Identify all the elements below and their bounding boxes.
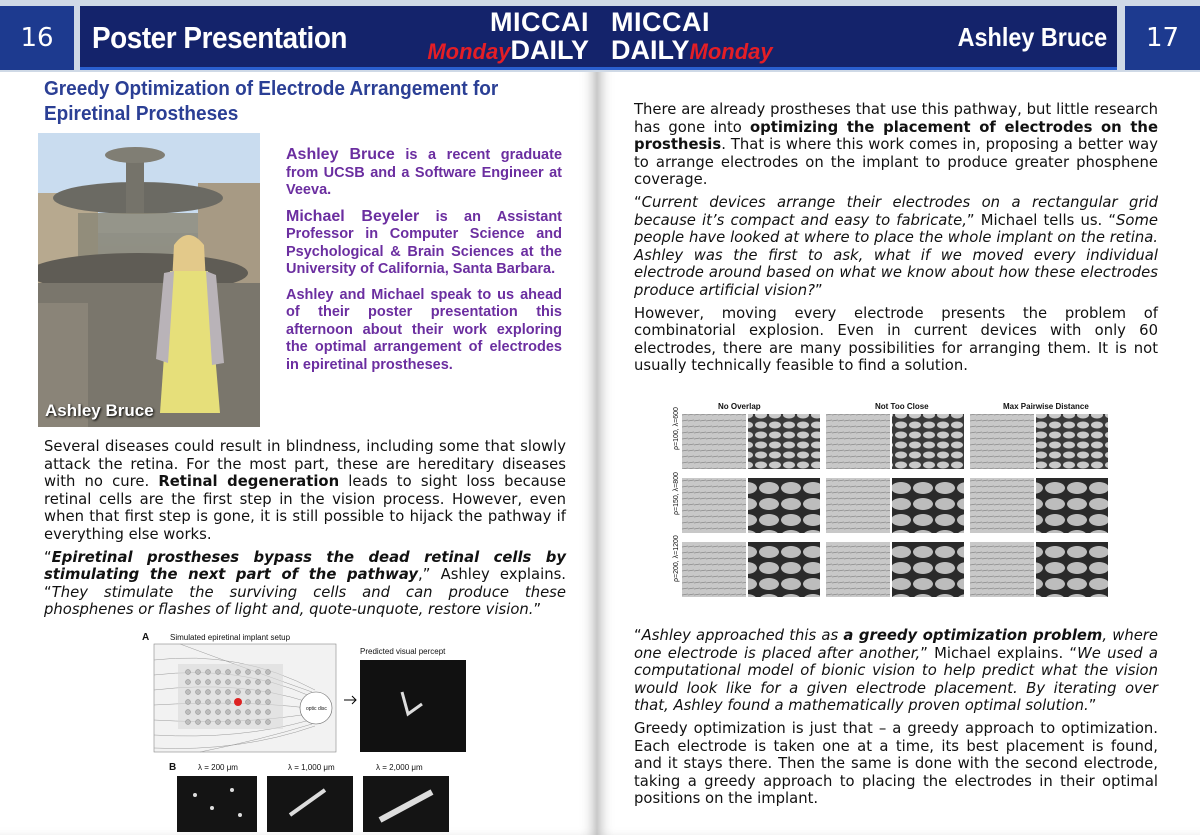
column-title-1: No Overlap <box>718 402 761 411</box>
paragraph <box>634 101 1158 189</box>
lambda-label-1: λ = 200 μm <box>198 763 238 772</box>
bold-run: Retinal degeneration <box>158 473 340 491</box>
photo-illustration <box>38 133 260 427</box>
row-label-2: ρ=150, λ=800 <box>673 472 680 515</box>
panel-a-label: A <box>142 632 150 643</box>
text-run: ” Michael explains. “ <box>920 644 1078 662</box>
panel-b-label: B <box>169 762 177 773</box>
optic-disc-label: optic disc <box>306 706 327 712</box>
text-run: Several diseases could result in blindness, including some that slowly attack the retina. For the most part, these are hereditary diseases with no cure. <box>44 438 566 491</box>
paragraph-quote <box>44 549 566 619</box>
masthead-day: Monday <box>427 39 511 64</box>
bio-text-ashley: is a recent graduate from UCSB and a Software Engineer at Veeva. <box>286 147 563 198</box>
bold-italic-run: a greedy optimization problem <box>843 627 1103 644</box>
figure-implant-setup <box>140 630 480 835</box>
active-electrode <box>234 698 242 706</box>
masthead-title: MICCAI <box>611 7 710 37</box>
results-grid <box>682 414 1108 597</box>
panel-a-title: Simulated epiretinal implant setup <box>170 633 291 642</box>
text-run: ,” Ashley explains. “ <box>44 566 567 601</box>
italic-run: They stimulate the surviving cells and can produce these phosphenes or flashes of light and, quote-unquote, restore vision. <box>44 583 566 619</box>
masthead-daily: DAILY <box>510 35 589 65</box>
quote-mark: “ <box>634 193 642 211</box>
photo-caption: Ashley Bruce <box>45 401 154 420</box>
header-bar <box>80 6 597 70</box>
left-page <box>0 0 597 835</box>
author-name-header: Ashley Bruce <box>957 22 1107 52</box>
bio-name-michael: Michael Beyeler <box>286 207 420 225</box>
figure-optimization-results <box>670 400 1130 600</box>
author-photo <box>38 133 260 427</box>
percept-panel <box>360 660 466 752</box>
italic-run: Some people have looked at where to place the whole implant on the retina. Ashley was the first to ask, what if we moved every individual electrode around based on what we know about how these electrodes produce artificial vision? <box>634 211 1158 299</box>
row-label-1: ρ=100, λ=600 <box>673 407 680 450</box>
left-body-text <box>44 438 566 624</box>
article-title: Greedy Optimization of Electrode Arrangement for Epiretinal Prostheses <box>44 78 499 125</box>
quote-mark: ” <box>1088 697 1097 715</box>
text-run: leads to sight loss because retinal cells are the first step in the vision process. However, even when that first step is gone, it is still possible to hijack the pathway if everything else works. <box>44 473 566 543</box>
masthead-daily: DAILY <box>611 35 690 65</box>
masthead-title: MICCAI <box>490 7 589 37</box>
masthead <box>611 8 773 69</box>
text-run: There are already prostheses that use this pathway, but little research has gone into <box>634 101 1158 136</box>
masthead-day: Monday <box>689 39 773 64</box>
italic-run: , where one electrode is placed after another, <box>634 627 1158 662</box>
bold-italic-run: Epiretinal prostheses bypass the dead retinal cells by stimulating the next part of the pathway <box>44 548 566 584</box>
column-title-3: Max Pairwise Distance <box>1003 402 1089 411</box>
italic-run: We used a computational model of bionic vision to help predict what the vision would look like for a given electrode placement. By iterating over that, Ashley found a mathematically proven optimal solution. <box>634 644 1158 715</box>
masthead <box>427 8 589 69</box>
paragraph: Greedy optimization is just that – a greedy approach to optimization. Each electrode is taken one at a time, its best placement is found, and it stays there. Then the same is done with the second electrode, taking a greedy approach to placing the electrodes in their optimal positions on the implant. <box>634 719 1158 808</box>
arrow-icon <box>344 696 356 704</box>
page-number: 17 <box>1125 6 1200 70</box>
quote-mark: ” <box>814 281 823 299</box>
bio-name-ashley: Ashley Bruce <box>286 146 395 163</box>
quote-mark: ” <box>533 601 542 619</box>
bio-text-michael: is an Assistant Professor in Computer Science and Psychological & Brain Sciences at the University of California, Santa Barbara. <box>286 208 563 277</box>
bio-intro: Ashley and Michael speak to us ahead of their poster presentation this afternoon about their work exploring the optimal arrangement of electrodes in epiretinal prostheses. <box>286 286 562 373</box>
text-run: ” Michael tells us. “ <box>966 211 1117 229</box>
row-label-3: ρ=200, λ=1200 <box>673 535 680 582</box>
panel-a-right-title: Predicted visual percept <box>360 647 446 656</box>
paragraph-quote <box>634 627 1158 715</box>
quote-mark: “ <box>44 548 52 566</box>
lambda-label-2: λ = 1,000 μm <box>288 763 335 772</box>
paragraph-quote <box>634 194 1158 300</box>
section-title: Poster Presentation <box>92 20 348 55</box>
column-title-2: Not Too Close <box>875 402 929 411</box>
header-bar <box>597 6 1117 70</box>
percept-small-2 <box>267 776 353 832</box>
text-run: . That is where this work comes in, proposing a better way to arrange electrodes on the implant to produce greater phosphene coverage. <box>634 136 1158 189</box>
right-body-bottom <box>634 627 1158 813</box>
page-number: 16 <box>0 6 74 70</box>
italic-run: Ashley approached this as <box>641 627 844 644</box>
percept-small-1 <box>177 776 257 832</box>
bio-ashley <box>286 146 562 200</box>
quote-mark: “ <box>634 627 642 644</box>
lambda-label-3: λ = 2,000 μm <box>376 763 423 772</box>
italic-run: Current devices arrange their electrodes on a rectangular grid because it’s compact and easy to fabricate, <box>634 193 1158 229</box>
bold-run: optimizing the placement of electrodes on the prosthesis <box>634 118 1158 154</box>
paragraph: However, moving every electrode presents the problem of combinatorial explosion. Even in current devices with only 60 electrodes, there are many possibilities for arranging them. It is not usually technically feasible to find a solution. <box>634 304 1158 375</box>
bio-michael <box>286 208 562 279</box>
bio-box <box>286 146 562 382</box>
paragraph <box>44 438 566 544</box>
right-body-top <box>634 101 1158 380</box>
